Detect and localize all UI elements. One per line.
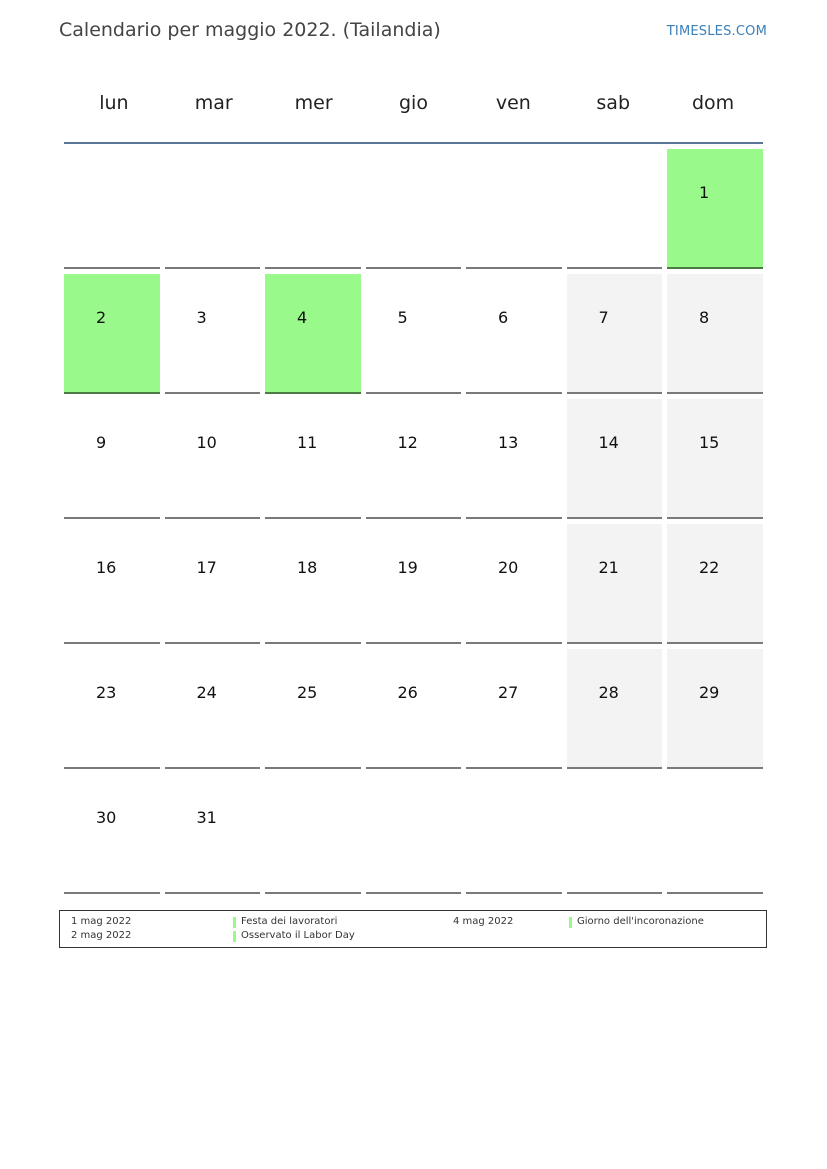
- legend-date: 2 mag 2022: [71, 930, 132, 941]
- holiday-marker: [233, 917, 236, 928]
- legend-date: 1 mag 2022: [71, 916, 132, 927]
- empty-cell: [466, 149, 562, 269]
- day-cell[interactable]: [466, 399, 562, 519]
- day-number: 13: [498, 433, 519, 452]
- weekday-label: sab: [596, 92, 631, 114]
- weekday-label: gio: [399, 92, 428, 114]
- day-cell[interactable]: [165, 649, 261, 769]
- day-number: 1: [699, 183, 710, 202]
- week-row: [64, 149, 763, 274]
- legend-holiday-name: Giorno dell'incoronazione: [577, 916, 704, 927]
- weekday-label: ven: [495, 92, 531, 114]
- day-number: 19: [397, 558, 418, 577]
- day-number: 9: [96, 433, 107, 452]
- day-cell[interactable]: [366, 399, 462, 519]
- day-cell[interactable]: [567, 274, 663, 394]
- weekday-label: lun: [99, 92, 129, 114]
- day-cell[interactable]: [265, 524, 361, 644]
- empty-cell: [64, 149, 160, 269]
- day-number: 14: [598, 433, 619, 452]
- day-cell[interactable]: [64, 649, 160, 769]
- day-number: 25: [297, 683, 318, 702]
- day-number: 11: [297, 433, 318, 452]
- day-number: 17: [196, 558, 217, 577]
- week-row: [64, 774, 763, 899]
- empty-cell: [667, 774, 763, 894]
- day-cell[interactable]: [265, 649, 361, 769]
- day-cell[interactable]: [64, 774, 160, 894]
- holiday-day-cell[interactable]: [64, 274, 160, 394]
- page-title: Calendario per maggio 2022. (Tailandia): [59, 19, 441, 41]
- day-number: 22: [699, 558, 720, 577]
- day-cell[interactable]: [567, 524, 663, 644]
- day-number: 29: [699, 683, 720, 702]
- day-cell[interactable]: [466, 524, 562, 644]
- day-number: 24: [196, 683, 217, 702]
- weekday-label: mar: [194, 92, 233, 114]
- empty-cell: [567, 149, 663, 269]
- day-number: 4: [297, 308, 308, 327]
- day-number: 27: [498, 683, 519, 702]
- empty-cell: [265, 149, 361, 269]
- holiday-legend: [59, 910, 767, 948]
- legend-holiday-name: Festa dei lavoratori: [241, 916, 338, 927]
- week-row: [64, 649, 763, 774]
- empty-cell: [165, 149, 261, 269]
- weeks-container: [64, 149, 763, 899]
- week-row: [64, 274, 763, 399]
- day-number: 12: [397, 433, 418, 452]
- day-cell[interactable]: [567, 399, 663, 519]
- day-number: 28: [598, 683, 619, 702]
- week-row: [64, 524, 763, 649]
- holiday-marker: [569, 917, 572, 928]
- day-cell[interactable]: [64, 524, 160, 644]
- holiday-marker: [233, 931, 236, 942]
- day-cell[interactable]: [466, 274, 562, 394]
- day-cell[interactable]: [366, 274, 462, 394]
- empty-cell: [265, 774, 361, 894]
- day-cell[interactable]: [366, 649, 462, 769]
- day-cell[interactable]: [366, 524, 462, 644]
- day-cell[interactable]: [466, 649, 562, 769]
- day-number: 16: [96, 558, 117, 577]
- holiday-day-cell[interactable]: [265, 274, 361, 394]
- day-number: 21: [598, 558, 619, 577]
- day-cell[interactable]: [165, 399, 261, 519]
- day-cell[interactable]: [265, 399, 361, 519]
- day-number: 26: [397, 683, 418, 702]
- day-number: 10: [196, 433, 217, 452]
- header-divider: [64, 142, 763, 144]
- empty-cell: [366, 149, 462, 269]
- day-cell[interactable]: [567, 649, 663, 769]
- day-number: 6: [498, 308, 509, 327]
- day-cell[interactable]: [165, 274, 261, 394]
- day-number: 20: [498, 558, 519, 577]
- day-cell[interactable]: [667, 649, 763, 769]
- day-number: 2: [96, 308, 107, 327]
- brand-link[interactable]: TIMESLES.COM: [666, 24, 767, 39]
- calendar-grid: [64, 80, 763, 899]
- day-cell[interactable]: [64, 399, 160, 519]
- day-number: 30: [96, 808, 117, 827]
- day-number: 15: [699, 433, 720, 452]
- day-number: 8: [699, 308, 710, 327]
- legend-date: 4 mag 2022: [453, 916, 514, 927]
- day-number: 3: [196, 308, 207, 327]
- day-number: 5: [397, 308, 408, 327]
- empty-cell: [466, 774, 562, 894]
- holiday-day-cell[interactable]: [667, 149, 763, 269]
- week-row: [64, 399, 763, 524]
- day-number: 23: [96, 683, 117, 702]
- day-number: 18: [297, 558, 318, 577]
- day-cell[interactable]: [165, 774, 261, 894]
- weekday-label: dom: [691, 92, 735, 114]
- weekday-label: mer: [294, 92, 333, 114]
- day-number: 7: [598, 308, 609, 327]
- weekday-header: [64, 80, 763, 142]
- day-cell[interactable]: [667, 524, 763, 644]
- empty-cell: [366, 774, 462, 894]
- legend-holiday-name: Osservato il Labor Day: [241, 930, 355, 941]
- day-cell[interactable]: [165, 524, 261, 644]
- empty-cell: [567, 774, 663, 894]
- day-cell[interactable]: [667, 399, 763, 519]
- day-number: 31: [196, 808, 217, 827]
- day-cell[interactable]: [667, 274, 763, 394]
